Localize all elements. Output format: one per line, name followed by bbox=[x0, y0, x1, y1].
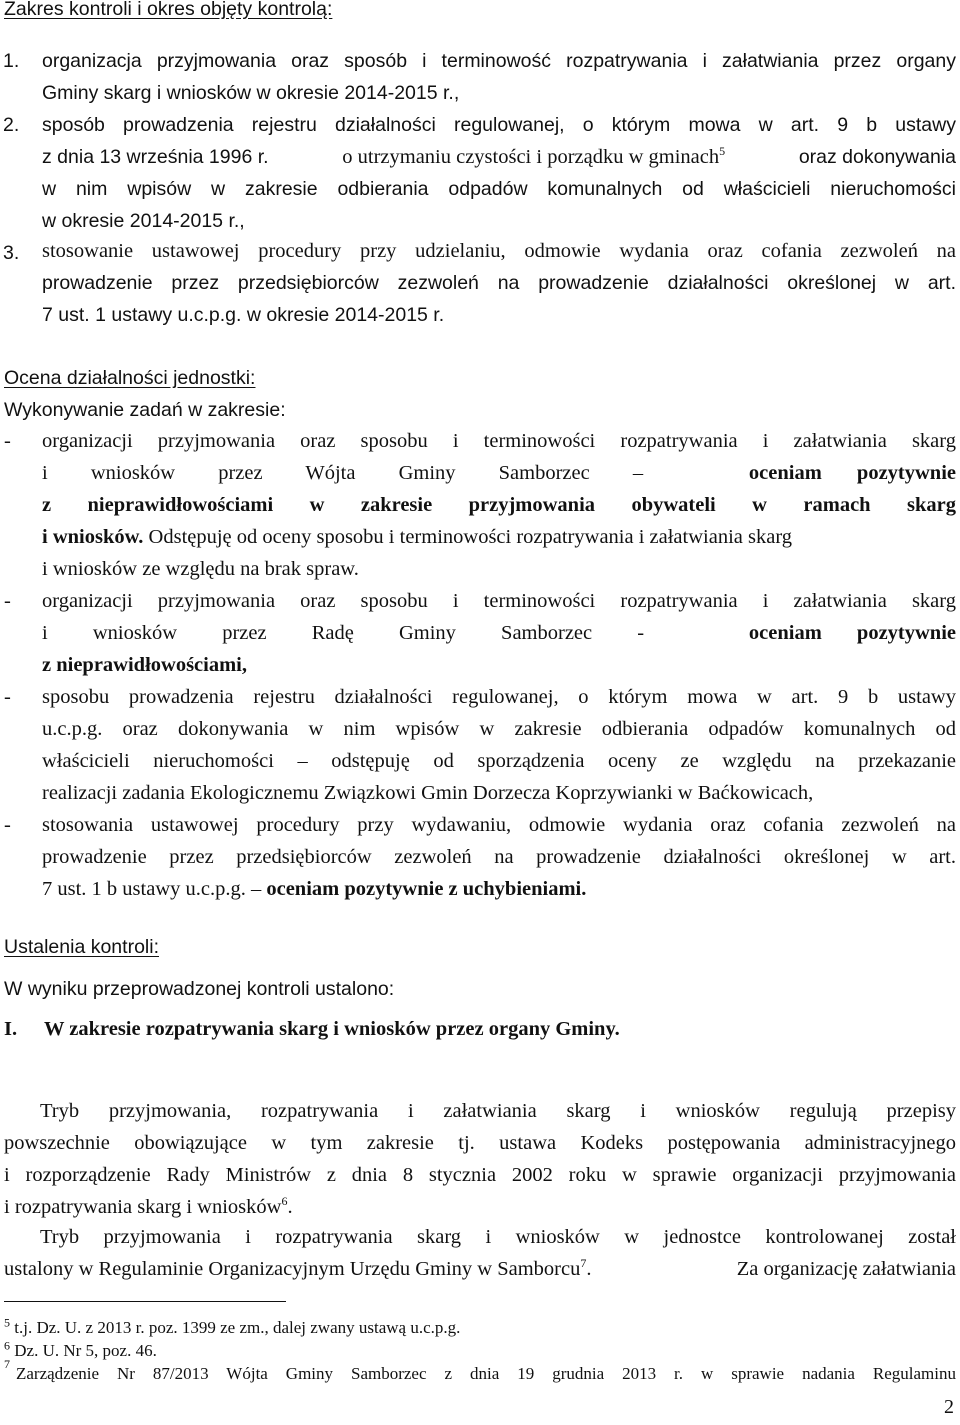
paragraph-text-span: ustalony w Regulaminie Organizacyjnym Urzędu Gminy w Samborcu bbox=[4, 1258, 581, 1280]
paragraph-line: i rozporządzenie Rady Ministrów z dnia 8 stycznia 2002 roku w sprawie organizacji przyjmowania bbox=[4, 1164, 956, 1186]
bullet-text: i wniosków przez Wójta Gminy Samborzec – bbox=[42, 462, 644, 484]
assessment-verdict: oceniam pozytywnie bbox=[748, 462, 956, 484]
paragraph-text: i rozpatrywania skarg i wniosków bbox=[4, 1196, 282, 1218]
paragraph-line: powszechnie obowiązujące w tym zakresie tj. ustawa Kodeks postępowania administracyjnego bbox=[4, 1132, 956, 1154]
section-number: I. bbox=[4, 1018, 18, 1040]
footnote bbox=[4, 1338, 157, 1361]
findings-intro: W wyniku przeprowadzonej kontroli ustalono: bbox=[4, 978, 395, 1000]
scope-item-line: sposób prowadzenia rejestru działalności regulowanej, o którym mowa w art. 9 b ustawy bbox=[42, 114, 956, 136]
bullet-line: organizacji przyjmowania oraz sposobu i terminowości rozpatrywania i załatwiania skarg bbox=[42, 430, 956, 452]
paragraph-line: i rozpatrywania skarg i wniosków$^6$. bbox=[4, 1194, 293, 1218]
footnote-text: Dz. U. Nr 5, poz. 46. bbox=[14, 1341, 157, 1360]
bullet-line: i wniosków ze względu na brak spraw. bbox=[42, 558, 359, 580]
assessment-subheading: Wykonywanie zadań w zakresie: bbox=[4, 399, 286, 421]
scope-item-line: Gminy skarg i wniosków w okresie 2014-2015 r., bbox=[42, 82, 460, 104]
paragraph-line bbox=[4, 1258, 956, 1281]
bullet-dash: - bbox=[4, 590, 11, 612]
scope-item-line: w okresie 2014-2015 r., bbox=[42, 210, 245, 232]
scope-item-line: 7 ust. 1 ustawy u.c.p.g. w okresie 2014-2015 r. bbox=[42, 304, 445, 326]
scope-item-text bbox=[342, 146, 725, 169]
scope-item-text: oraz dokonywania bbox=[798, 146, 956, 168]
bullet-line bbox=[42, 878, 956, 901]
scope-item-line: w nim wpisów w zakresie odbierania odpadów komunalnych od właścicieli nieruchomości bbox=[42, 178, 956, 200]
paragraph-line: Tryb przyjmowania, rozpatrywania i załatwiania skarg i wniosków regulują przepisy bbox=[40, 1100, 956, 1122]
findings-heading: Ustalenia kontroli: bbox=[4, 936, 159, 958]
bullet-line: realizacji zadania Ekologicznemu Związkowi Gmin Dorzecza Koprzywianki w Baćkowicach, bbox=[42, 782, 814, 804]
page-number: 2 bbox=[944, 1396, 954, 1418]
section-title: W zakresie rozpatrywania skarg i wniosków przez organy Gminy. bbox=[44, 1018, 620, 1040]
footnote-text: Zarządzenie Nr 87/2013 Wójta Gminy Samborzec z dnia 19 grudnia 2013 r. w sprawie nadania Regulaminu bbox=[16, 1364, 956, 1383]
law-title: o utrzymaniu czystości i porządku w gminach bbox=[342, 146, 720, 168]
scope-item-number: 1. bbox=[3, 50, 20, 72]
assessment-verdict: oceniam pozytywnie z uchybieniami. bbox=[266, 878, 587, 900]
bullet-dash: - bbox=[4, 814, 11, 836]
bullet-line: sposobu prowadzenia rejestru działalności regulowanej, o którym mowa w art. 9 b ustawy bbox=[42, 686, 956, 708]
scope-heading: Zakres kontroli i okres objęty kontrolą: bbox=[4, 0, 333, 20]
bullet-line: prowadzenie przez przedsiębiorców zezwoleń na prowadzenie działalności określonej w art. bbox=[42, 846, 956, 868]
footnote-ref: 5 bbox=[719, 144, 726, 159]
scope-item-line: stosowanie ustawowej procedury przy udzielaniu, odmowie wydania oraz cofania zezwoleń na bbox=[42, 240, 956, 262]
scope-item-line: organizacja przyjmowania oraz sposób i terminowość rozpatrywania i załatwiania przez organy bbox=[42, 50, 956, 72]
assessment-verdict: oceniam pozytywnie bbox=[748, 622, 956, 644]
footnote-ref: 7 bbox=[580, 1256, 587, 1271]
bullet-line: z nieprawidłowościami w zakresie przyjmowania obywateli w ramach skarg bbox=[42, 494, 956, 516]
footnote-number: 6 bbox=[4, 1338, 10, 1353]
bullet-line: u.c.p.g. oraz dokonywania w nim wpisów w zakresie odbierania odpadów komunalnych od bbox=[42, 718, 956, 740]
paragraph-text: ustalony w Regulaminie Organizacyjnym Urzędu Gminy w Samborcu$^7$. bbox=[4, 1256, 592, 1280]
scope-item-text: z dnia 13 września 1996 r. bbox=[42, 146, 269, 168]
scope-item-line bbox=[42, 146, 956, 169]
bullet-dash: - bbox=[4, 686, 11, 708]
footnote-number: 7 bbox=[4, 1357, 10, 1371]
bullet-bold-text: i wniosków. bbox=[42, 526, 144, 548]
bullet-line bbox=[42, 462, 956, 485]
footnote bbox=[4, 1357, 956, 1384]
bullet-line: z nieprawidłowościami, bbox=[42, 654, 247, 676]
bullet-text: 7 ust. 1 b ustawy u.c.p.g. – bbox=[42, 878, 262, 900]
scope-item-number: 2. bbox=[3, 114, 20, 136]
bullet-text: i wniosków przez Radę Gminy Samborzec - bbox=[42, 622, 645, 644]
bullet-dash: - bbox=[4, 430, 11, 452]
bullet-line bbox=[42, 622, 956, 645]
footnote bbox=[4, 1315, 461, 1338]
bullet-line: stosowania ustawowej procedury przy wydawaniu, odmowie wydania oraz cofania zezwoleń na bbox=[42, 814, 956, 836]
scope-item-line: prowadzenie przez przedsiębiorców zezwoleń na prowadzenie działalności określonej w art. bbox=[42, 272, 956, 294]
scope-item-number: 3. bbox=[3, 242, 20, 264]
footnote-ref: 6 bbox=[281, 1194, 288, 1209]
bullet-text: Odstępuję od oceny sposobu i terminowości rozpatrywania i załatwiania skarg bbox=[148, 526, 793, 548]
bullet-line: organizacji przyjmowania oraz sposobu i terminowości rozpatrywania i załatwiania skarg bbox=[42, 590, 956, 612]
paragraph-line: Tryb przyjmowania i rozpatrywania skarg i wniosków w jednostce kontrolowanej został bbox=[40, 1226, 956, 1248]
footnote-separator bbox=[4, 1301, 286, 1302]
bullet-line: właścicieli nieruchomości – odstępuję od sporządzenia oceny ze względu na przekazanie bbox=[42, 750, 956, 772]
bullet-line bbox=[42, 526, 956, 549]
footnote-number: 5 bbox=[4, 1315, 10, 1330]
assessment-heading: Ocena działalności jednostki: bbox=[4, 367, 256, 389]
footnote-text: t.j. Dz. U. z 2013 r. poz. 1399 ze zm., dalej zwany ustawą u.c.p.g. bbox=[14, 1318, 461, 1337]
paragraph-text: Za organizację załatwiania bbox=[736, 1258, 956, 1280]
